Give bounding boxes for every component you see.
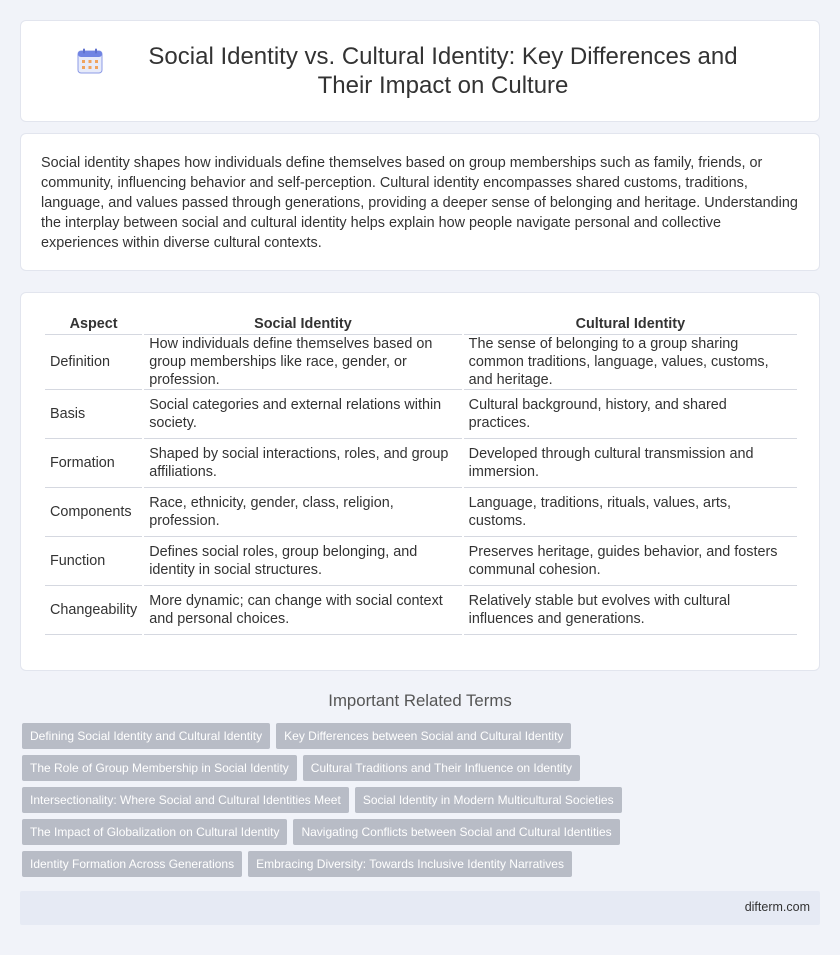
- intro-paragraph: Social identity shapes how individuals define themselves based on group memberships such as family, friends, or community, influencing behavior and self-perception. Cultural identity encompasses shared customs, traditions, language, and values passed through generations, providing a deeper sense of belonging and heritage. Understanding the interplay between social and cultural identity helps explain how people navigate personal and collective experiences within diverse cultural contexts.: [41, 155, 798, 251]
- table-cell-aspect: Basis: [45, 390, 142, 439]
- table-cell-social: Social categories and external relations within society.: [144, 390, 461, 439]
- table-cell-cultural: Developed through cultural transmission and immersion.: [464, 439, 797, 488]
- table-cell-social: Shaped by social interactions, roles, and group affiliations.: [144, 439, 461, 488]
- related-term-link[interactable]: The Role of Group Membership in Social Identity: [22, 755, 297, 781]
- table-cell-social: Race, ethnicity, gender, class, religion, profession.: [144, 488, 461, 537]
- table-header-row: [45, 313, 797, 335]
- footer: [20, 891, 820, 925]
- table-cell-social: How individuals define themselves based on group memberships like race, gender, or profession.: [144, 335, 461, 390]
- column-header-social-identity: Social Identity: [144, 313, 461, 335]
- related-term-link[interactable]: Defining Social Identity and Cultural Identity: [22, 723, 270, 749]
- related-term-link[interactable]: Cultural Traditions and Their Influence on Identity: [303, 755, 580, 781]
- table-row: [45, 390, 797, 439]
- page-title: Social Identity vs. Cultural Identity: Key Differences and Their Impact on Culture: [148, 43, 738, 99]
- table-row: [45, 488, 797, 537]
- header-card: [20, 20, 820, 122]
- related-term-link[interactable]: Social Identity in Modern Multicultural Societies: [355, 787, 622, 813]
- table-cell-aspect: Changeability: [45, 586, 142, 635]
- table-cell-aspect: Function: [45, 537, 142, 586]
- calendar-icon: [77, 48, 103, 74]
- footer-site-link[interactable]: difterm.com: [744, 900, 810, 914]
- comparison-card: [20, 292, 820, 671]
- table-cell-cultural: Cultural background, history, and shared practices.: [464, 390, 797, 439]
- intro-card: [20, 133, 820, 271]
- related-terms-list: [22, 723, 822, 883]
- related-term-link[interactable]: Embracing Diversity: Towards Inclusive Identity Narratives: [248, 851, 572, 877]
- related-term-link[interactable]: Key Differences between Social and Cultural Identity: [276, 723, 571, 749]
- table-cell-cultural: Relatively stable but evolves with cultural influences and generations.: [464, 586, 797, 635]
- table-row: [45, 439, 797, 488]
- table-cell-aspect: Formation: [45, 439, 142, 488]
- column-header-aspect: Aspect: [45, 313, 142, 335]
- related-term-link[interactable]: Identity Formation Across Generations: [22, 851, 242, 877]
- related-term-link[interactable]: Navigating Conflicts between Social and Cultural Identities: [293, 819, 619, 845]
- table-row: [45, 586, 797, 635]
- comparison-table: [43, 313, 799, 635]
- related-terms-heading: Important Related Terms: [328, 691, 512, 710]
- table-cell-aspect: Definition: [45, 335, 142, 390]
- table-cell-cultural: The sense of belonging to a group sharing common traditions, language, values, customs, and heritage.: [464, 335, 797, 390]
- related-term-link[interactable]: Intersectionality: Where Social and Cultural Identities Meet: [22, 787, 349, 813]
- column-header-cultural-identity: Cultural Identity: [464, 313, 797, 335]
- table-cell-cultural: Preserves heritage, guides behavior, and fosters communal cohesion.: [464, 537, 797, 586]
- table-cell-aspect: Components: [45, 488, 142, 537]
- table-row: [45, 335, 797, 390]
- table-cell-social: More dynamic; can change with social context and personal choices.: [144, 586, 461, 635]
- table-cell-social: Defines social roles, group belonging, and identity in social structures.: [144, 537, 461, 586]
- table-row: [45, 537, 797, 586]
- table-cell-cultural: Language, traditions, rituals, values, arts, customs.: [464, 488, 797, 537]
- related-term-link[interactable]: The Impact of Globalization on Cultural Identity: [22, 819, 287, 845]
